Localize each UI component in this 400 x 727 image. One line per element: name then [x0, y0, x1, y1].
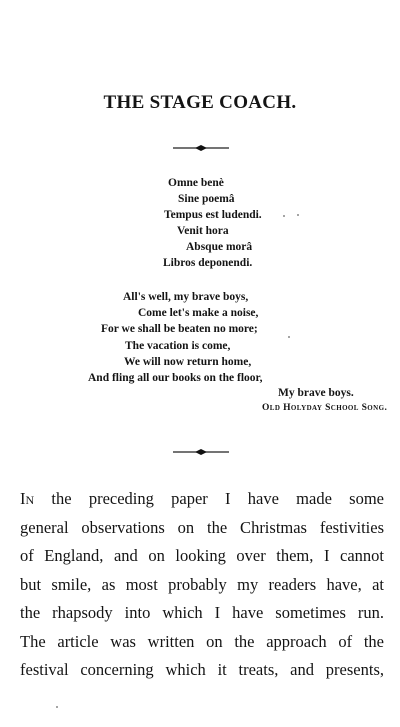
body-line: festival concerning which it treats, and presents,	[20, 660, 384, 679]
scan-speck	[288, 336, 290, 338]
opening-word: In	[20, 489, 35, 508]
verse-line: Libros deponendi.	[163, 257, 253, 269]
body-text	[20, 485, 384, 685]
body-line: the rhapsody into which I have sometimes run.	[20, 603, 384, 622]
verse-line: All's well, my brave boys,	[123, 291, 249, 303]
verse-line: Venit hora	[177, 225, 229, 237]
verse-line: My brave boys.	[278, 387, 354, 399]
verse-line: Tempus est ludendi.	[164, 209, 262, 221]
verse-line: And fling all our books on the floor,	[88, 372, 263, 384]
verse-line: We will now return home,	[124, 356, 252, 368]
verse-attribution: Old Holyday School Song.	[262, 403, 388, 413]
scan-speck	[56, 706, 58, 708]
body-line: general observations on the Christmas festivities	[20, 517, 384, 537]
body-line: but smile, as most probably my readers have, at	[20, 574, 384, 594]
chapter-title: THE STAGE COACH.	[103, 92, 297, 113]
verse-line: Come let's make a noise,	[138, 307, 259, 319]
body-line-text: the preceding paper I have made some	[34, 489, 384, 508]
scan-speck	[297, 214, 299, 216]
ornament-divider-bottom	[173, 447, 229, 457]
verse-line: Omne benè	[168, 177, 224, 189]
verse-line: Sine poemâ	[178, 193, 235, 205]
body-line: The article was written on the approach of the	[20, 631, 384, 651]
body-line: of England, and on looking over them, I cannot	[20, 546, 384, 565]
scan-speck	[283, 215, 285, 217]
body-line	[20, 485, 384, 514]
verse-line: The vacation is come,	[125, 340, 231, 352]
ornament-divider-top	[173, 143, 229, 153]
verse-line: Absque morâ	[186, 241, 253, 253]
verse-line: For we shall be beaten no more;	[101, 323, 258, 335]
